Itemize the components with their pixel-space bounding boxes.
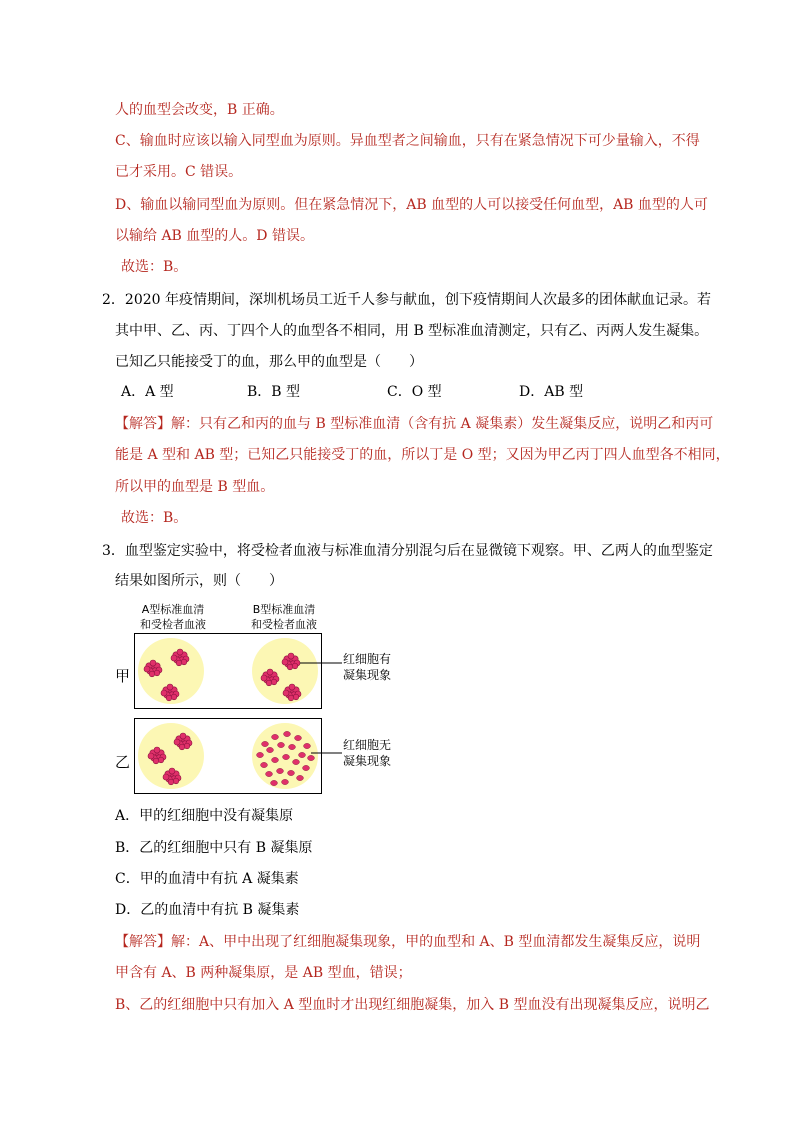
row-label-jia: 甲 [115,667,131,685]
col1-header-line: A型标准血清 [141,603,205,616]
q3-option-c: C．甲的血清中有抗 A 凝集素 [115,871,299,887]
col2-header-line: B型标准血清 [252,603,316,616]
q2-stem-line: 已知乙只能接受丁的血，那么甲的血型是（ ） [115,354,423,370]
row-label-yi: 乙 [115,753,131,771]
q2-option-c: C．O 型 [387,384,442,400]
q1-answer: 故选：B。 [121,259,188,275]
note-agglutination-line: 红细胞有 [343,652,392,666]
q3-analysis-line: B、乙的红细胞中只有加入 A 型血时才出现红细胞凝集，加入 B 型血没有出现凝集反应，说明乙 [115,997,710,1013]
q2-option-b: B．B 型 [247,384,301,400]
q2-analysis-line: 能是 A 型和 AB 型；已知乙只能接受丁的血，所以丁是 O 型；又因为甲乙丙丁四人血型各不相同， [115,447,730,463]
q2-stem-line: 2．2020 年疫情期间，深圳机场员工近千人参与献血，创下疫情期间人次最多的团体献血记录。若 [102,292,711,308]
note-agglutination-line: 凝集现象 [343,668,392,682]
q2-analysis-text: 解：只有乙和丙的血与 B 型标准血清（含有抗 A 凝集素）发生凝集反应，说明乙和丙可 [171,416,714,432]
q3-stem-line: 结果如图所示，则（ ） [115,573,283,589]
q1-explanation-line: 人的血型会改变，B 正确。 [115,102,284,118]
q3-analysis-text: 解：A、甲中出现了红细胞凝集现象，甲的血型和 A、B 型血清都发生凝集反应，说明 [171,934,701,950]
note-no-agglutination-line: 凝集现象 [343,754,392,768]
q1-explanation-line: 以输给 AB 血型的人。D 错误。 [115,228,314,244]
q1-explanation-line: D、输血以输同型血为原则。但在紧急情况下，AB 血型的人可以接受任何血型，AB 血型的人可 [115,197,708,213]
col1-header-line: 和受检者血液 [140,618,206,631]
note-no-agglutination-line: 红细胞无 [343,738,392,752]
col2-header-line: 和受检者血液 [251,618,317,631]
q3-analysis-line-1 [115,932,700,952]
q2-analysis-line: 所以甲的血型是 B 型血。 [115,479,275,495]
q2-answer: 故选：B。 [121,510,188,526]
analysis-tag: 【解答】 [115,934,171,950]
q3-stem-line: 3．血型鉴定实验中，将受检者血液与标准血清分别混匀后在显微镜下观察。甲、乙两人的血型鉴定 [102,543,713,559]
q1-explanation-line: C、输血时应该以输入同型血为原则。异血型者之间输血，只有在紧急情况下可少量输入，不得 [115,133,700,149]
q3-option-a: A．甲的红细胞中没有凝集原 [115,808,294,824]
q1-explanation-line: 已才采用。C 错误。 [115,164,243,180]
q3-option-d: D．乙的血清中有抗 B 凝集素 [115,902,300,918]
q2-stem-line: 其中甲、乙、丙、丁四个人的血型各不相同，用 B 型标准血清测定，只有乙、丙两人发生凝集。 [115,323,709,339]
q2-option-d: D．AB 型 [519,384,584,400]
q2-option-a: A．A 型 [121,384,174,400]
analysis-tag: 【解答】 [115,416,171,432]
q3-analysis-line: 甲含有 A、B 两种凝集原，是 AB 型血，错误； [115,965,412,981]
q3-option-b: B．乙的红细胞中只有 B 凝集原 [115,840,313,856]
